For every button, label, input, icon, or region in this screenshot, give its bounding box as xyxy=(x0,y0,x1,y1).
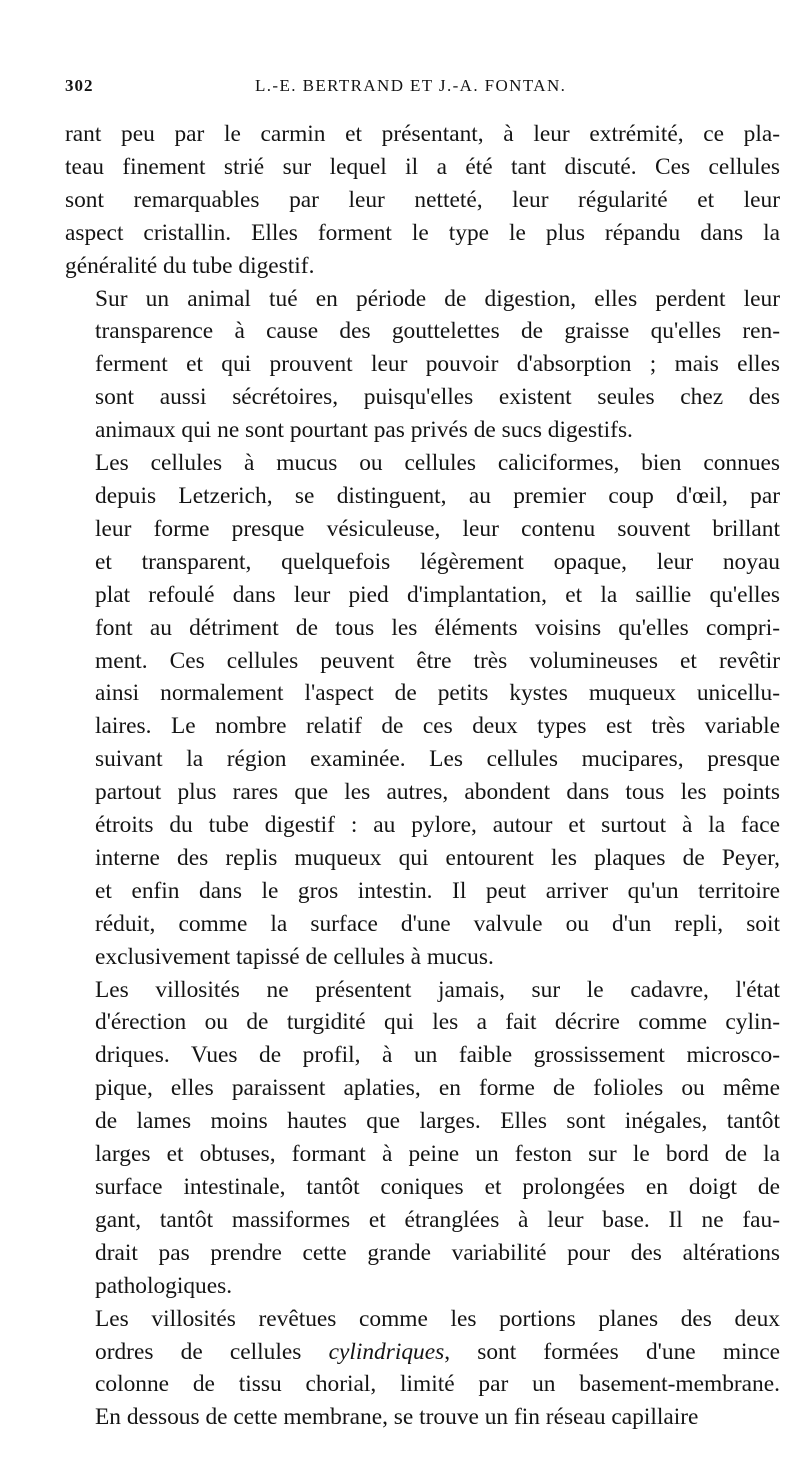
text-line: transparence à cause des gouttelettes de graisse qu'elles ren- xyxy=(95,318,780,345)
text-segment: ordres de cellules xyxy=(95,1338,329,1365)
italic-term: cylindriques xyxy=(328,1338,445,1365)
text-segment: , sont formées d'une mince xyxy=(444,1338,780,1365)
text-line: ment. Ces cellules peuvent être très volumineuses et revêtir xyxy=(95,647,780,674)
text-line: depuis Letzerich, se distinguent, au premier coup d'œil, par xyxy=(95,482,780,509)
book-page xyxy=(65,72,780,1434)
paragraph xyxy=(65,974,780,1303)
text-line: font au détriment de tous les éléments voisins qu'elles compri- xyxy=(95,614,780,641)
text-line: Les cellules à mucus ou cellules caliciformes, bien connues xyxy=(95,450,780,477)
text-line: partout plus rares que les autres, abondent dans tous les points xyxy=(95,779,780,806)
running-title: L.-E. BERTRAND ET J.-A. FONTAN. xyxy=(255,76,567,95)
text-line: généralité du tube digestif. xyxy=(65,252,315,279)
text-line: étroits du tube digestif : au pylore, autour et surtout à la face xyxy=(95,812,780,839)
text-line: plat refoulé dans leur pied d'implantation, et la saillie qu'elles xyxy=(95,581,780,608)
text-line: rant peu par le carmin et présentant, à leur extrémité, ce pla- xyxy=(65,121,780,147)
body-text xyxy=(65,118,780,1434)
text-line: exclusivement tapissé de cellules à mucus. xyxy=(95,943,494,970)
text-line: aspect cristallin. Elles forment le type le plus répandu dans la xyxy=(65,219,780,246)
text-line: En dessous de cette membrane, se trouve un fin réseau capillaire xyxy=(95,1404,699,1431)
text-line: sont remarquables par leur netteté, leur régularité et leur xyxy=(65,186,780,213)
text-line: driques. Vues de profil, à un faible grossissement microsco- xyxy=(95,1042,780,1069)
text-line: Les villosités ne présentent jamais, sur le cadavre, l'état xyxy=(95,976,780,1003)
page-number: 302 xyxy=(65,76,94,95)
text-line: teau finement strié sur lequel il a été tant discuté. Ces cellules xyxy=(65,153,780,180)
text-line: leur forme presque vésiculeuse, leur contenu souvent brillant xyxy=(95,515,780,542)
paragraph xyxy=(65,447,780,974)
text-line: colonne de tissu chorial, limité par un basement-membrane. xyxy=(95,1371,780,1398)
text-line: Les villosités revêtues comme les portions planes des deux xyxy=(95,1305,780,1332)
text-line: ainsi normalement l'aspect de petits kystes muqueux unicellu- xyxy=(95,680,780,707)
text-line: sont aussi sécrétoires, puisqu'elles existent seules chez des xyxy=(95,384,780,411)
paragraph xyxy=(65,283,780,448)
text-line: laires. Le nombre relatif de ces deux types est très variable xyxy=(95,713,780,740)
running-head xyxy=(65,72,780,102)
text-line: et transparent, quelquefois légèrement opaque, leur noyau xyxy=(95,548,780,575)
text-line: drait pas prendre cette grande variabilité pour des altérations xyxy=(95,1239,780,1266)
text-line xyxy=(65,1336,780,1369)
paragraph xyxy=(65,1303,780,1435)
text-line: Sur un animal tué en période de digestion, elles perdent leur xyxy=(95,285,780,312)
text-line: de lames moins hautes que larges. Elles sont inégales, tantôt xyxy=(95,1108,780,1135)
text-line: d'érection ou de turgidité qui les a fait décrire comme cylin- xyxy=(95,1009,780,1036)
text-line: surface intestinale, tantôt coniques et prolongées en doigt de xyxy=(95,1174,780,1200)
text-line: animaux qui ne sont pourtant pas privés de sucs digestifs. xyxy=(95,417,633,444)
text-line: gant, tantôt massiformes et étranglées à leur base. Il ne fau- xyxy=(95,1206,780,1233)
text-line: ferment et qui prouvent leur pouvoir d'absorption ; mais elles xyxy=(95,351,780,378)
text-line: interne des replis muqueux qui entourent les plaques de Peyer, xyxy=(95,844,780,871)
text-line: suivant la région examinée. Les cellules mucipares, presque xyxy=(95,746,780,773)
text-line: pathologiques. xyxy=(95,1272,233,1299)
paragraph xyxy=(65,118,780,283)
text-line: réduit, comme la surface d'une valvule ou d'un repli, soit xyxy=(95,910,780,937)
text-line: larges et obtuses, formant à peine un feston sur le bord de la xyxy=(95,1141,780,1168)
text-line: pique, elles paraissent aplaties, en forme de folioles ou même xyxy=(95,1075,780,1102)
text-line: et enfin dans le gros intestin. Il peut arriver qu'un territoire xyxy=(95,877,780,904)
